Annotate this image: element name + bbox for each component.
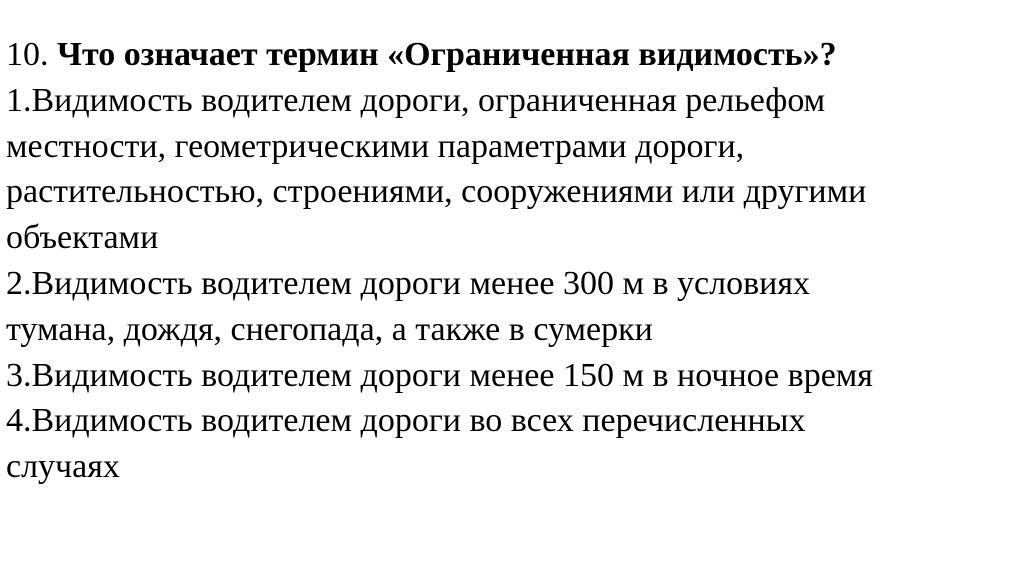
answer-option-3 bbox=[6, 353, 1016, 399]
answer-2-line-2: тумана, дождя, снегопада, а также в сумерки bbox=[6, 310, 653, 348]
question-heading bbox=[6, 32, 1016, 78]
answer-option-4 bbox=[6, 398, 1016, 490]
answer-2-line-1: 2.Видимость водителем дороги менее 300 м в условиях bbox=[6, 264, 810, 302]
answer-option-1 bbox=[6, 78, 1016, 261]
answer-option-2 bbox=[6, 261, 1016, 353]
slide-content bbox=[6, 32, 1016, 490]
answer-4-line-2: случаях bbox=[6, 448, 120, 486]
answer-1-line-3: растительностью, строениями, сооружениями или другими bbox=[6, 173, 867, 211]
answer-1-line-1: 1.Видимость водителем дороги, ограниченная рельефом bbox=[6, 81, 826, 119]
question-text: Что означает термин «Ограниченная видимость»? bbox=[57, 36, 837, 73]
answer-4-line-1: 4.Видимость водителем дороги во всех перечисленных bbox=[6, 402, 806, 440]
answer-1-line-2: местности, геометрическими параметрами дороги, bbox=[6, 127, 745, 165]
answer-3-line-1: 3.Видимость водителем дороги менее 150 м в ночное время bbox=[6, 356, 873, 394]
question-number: 10. bbox=[6, 36, 49, 73]
answer-1-line-4: объектами bbox=[6, 219, 159, 257]
